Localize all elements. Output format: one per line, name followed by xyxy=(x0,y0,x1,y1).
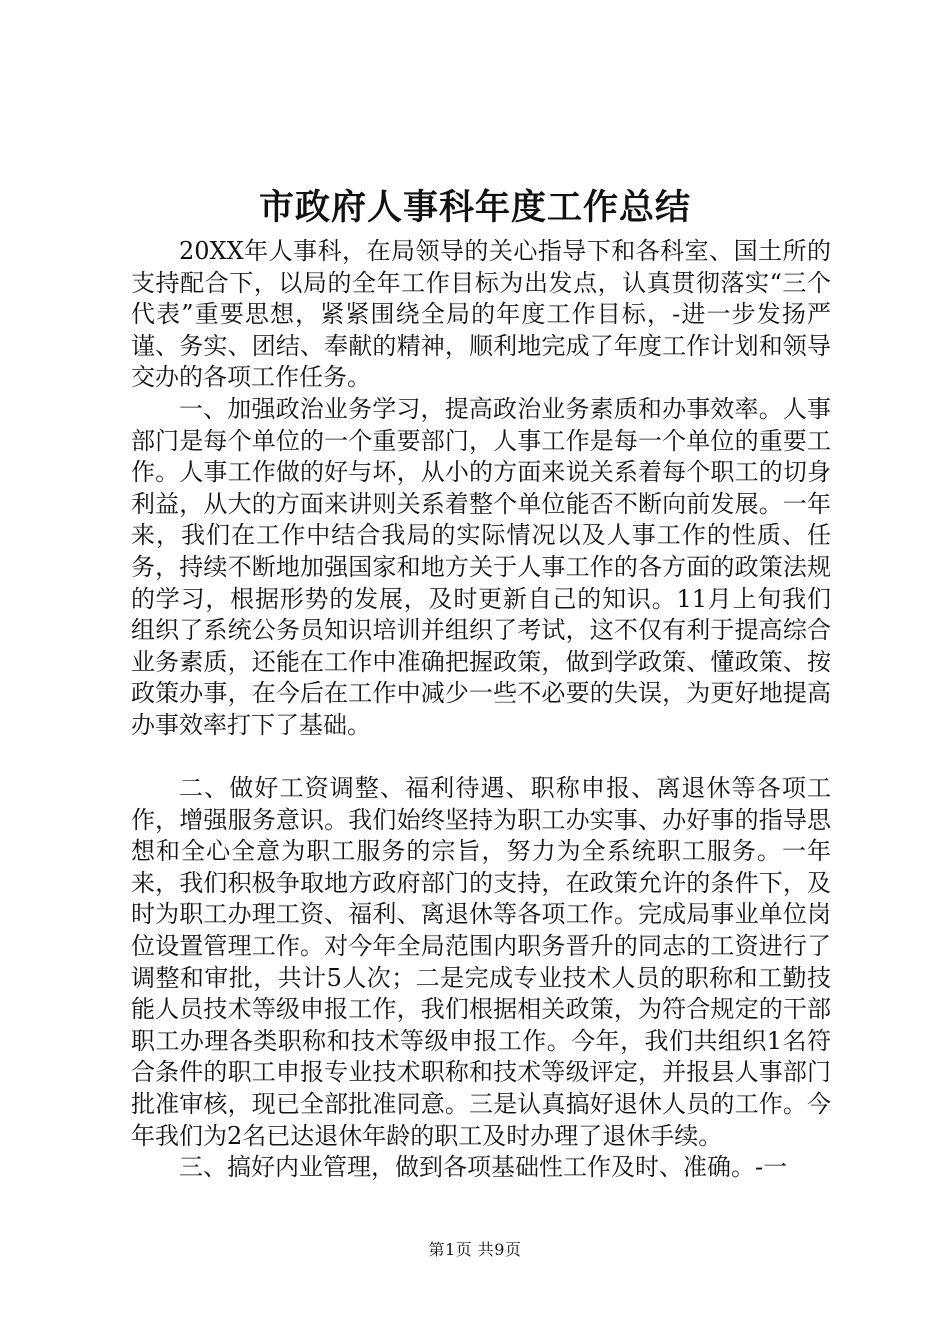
paragraph-section-2: 二、做好工资调整、福利待遇、职称申报、离退休等各项工作，增强服务意识。我们始终坚持为职工办实事、办好事的指导思想和全心全意为职工服务的宗旨，努力为全系统职工服务。一年来，我们积极争取地方政府部门的支持，在政策允许的条件下，及时为职工办理工资、福利、离退休等各项工作。完成局事业单位岗位设置管理工作。对今年全局范围内职务晋升的同志的工资进行了调整和审批，共计5人次；二是完成专业技术人员的职称和工勤技能人员技术等级申报工作，我们根据相关政策，为符合规定的干部职工办理各类职称和技术等级申报工作。今年，我们共组织1名符合条件的职工申报专业技术职称和技术等级评定，并报县人事部门批准审核，现已全部批准同意。三是认真搞好退休人员的工作。今年我们为2名已达退休年龄的职工及时办理了退休手续。 xyxy=(131,774,831,1150)
document-body xyxy=(131,236,831,1184)
document-title: 市政府人事科年度工作总结 xyxy=(258,187,691,228)
paragraph-section-1: 一、加强政治业务学习，提高政治业务素质和办事效率。人事部门是每个单位的一个重要部门，人事工作是每一个单位的重要工作。人事工作做的好与坏，从小的方面来说关系着每个职工的切身利益，从大的方面来讲则关系着整个单位能否不断向前发展。一年来，我们在工作中结合我局的实际情况以及人事工作的性质、任务，持续不断地加强国家和地方关于人事工作的各方面的政策法规的学习，根据形势的发展，及时更新自己的知识。11月上旬我们组织了系统公务员知识培训并组织了考试，这不仅有利于提高综合业务素质，还能在工作中准确把握政策，做到学政策、懂政策、按政策办事，在今后在工作中减少一些不必要的失误，为更好地提高办事效率打下了基础。 xyxy=(131,394,831,739)
paragraph-intro: 20XX年人事科，在局领导的关心指导下和各科室、国土所的支持配合下，以局的全年工作目标为出发点，认真贯彻落实“三个代表”重要思想，紧紧围绕全局的年度工作目标，-进一步发扬严谨、务实、团结、奉献的精神，顺利地完成了年度工作计划和领导交办的各项工作任务。 xyxy=(131,237,831,392)
page-footer: 第1页 共9页 xyxy=(428,1240,522,1259)
paragraph-spacer xyxy=(131,742,831,774)
paragraph-section-3: 三、搞好内业管理，做到各项基础性工作及时、准确。-一 xyxy=(179,1153,788,1182)
